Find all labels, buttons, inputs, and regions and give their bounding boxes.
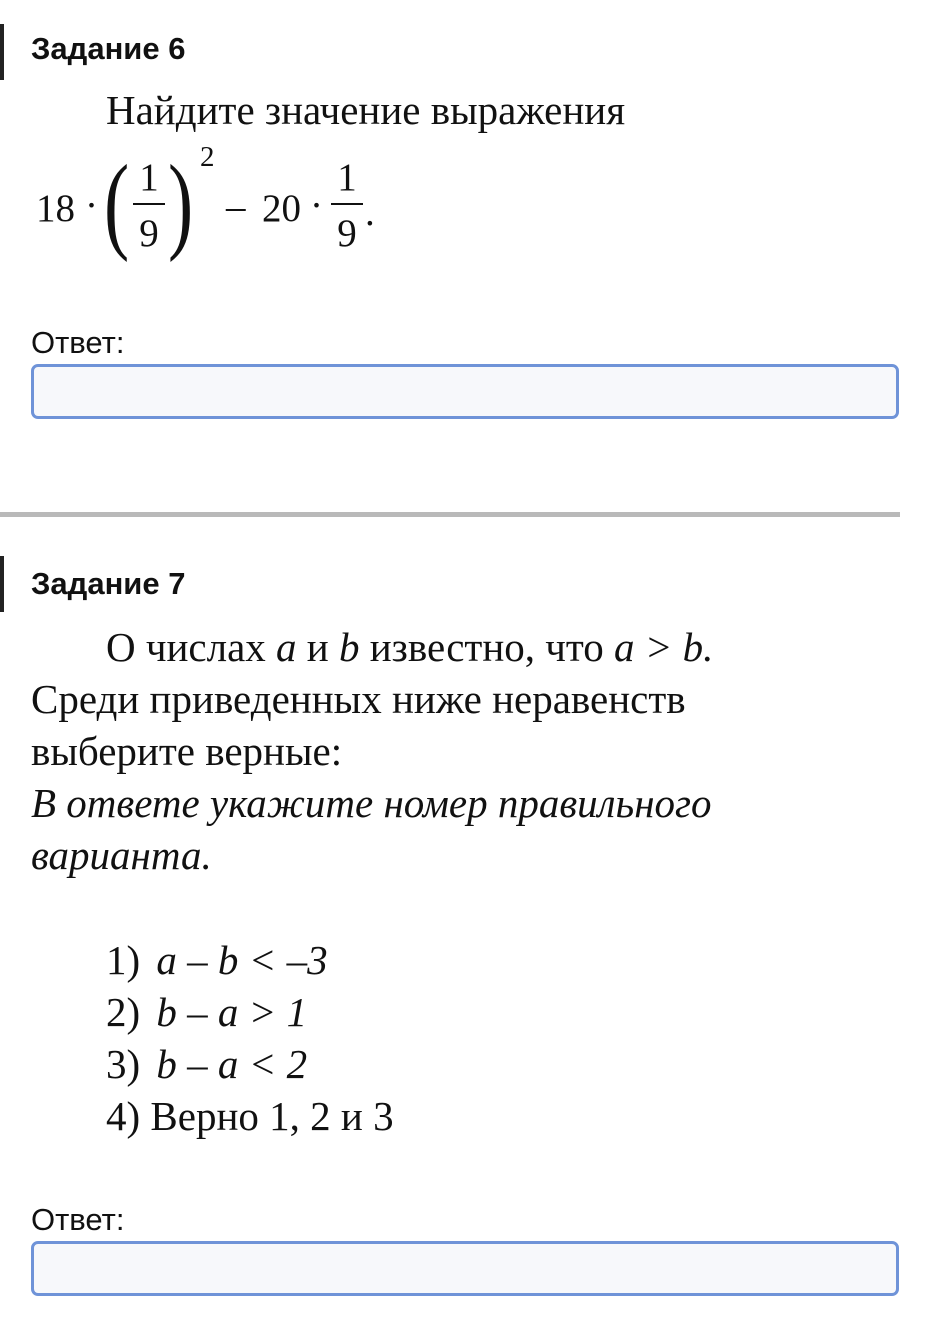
- task6-title: Задание 6: [31, 31, 186, 66]
- option-4: [106, 1093, 394, 1139]
- option-1-expr: a – b < –3: [156, 937, 328, 983]
- expr-coef1: 18: [36, 187, 75, 230]
- task7-line2: Среди приведенных ниже неравенств: [31, 676, 686, 722]
- option-2: [106, 989, 308, 1035]
- option-3-num: 3): [106, 1041, 141, 1087]
- task7-var-b: b: [338, 624, 360, 670]
- task7-instruction-line1: В ответе укажите номер правильного: [31, 780, 712, 826]
- task7-line1-start: О числах: [106, 624, 266, 670]
- expr-num2: 1: [337, 156, 357, 199]
- expr-coef2: 20: [262, 187, 301, 230]
- expr-period: .: [365, 191, 375, 234]
- expr-fraction-bar2: [331, 203, 363, 205]
- expr-power: 2: [200, 141, 215, 173]
- task6-prompt: Найдите значение выражения: [106, 87, 626, 133]
- option-4-expr: Верно 1, 2 и 3: [150, 1093, 394, 1139]
- option-3-expr: b – a < 2: [156, 1041, 308, 1087]
- task7-title: Задание 7: [31, 566, 186, 601]
- task7-answer-input[interactable]: [31, 1241, 899, 1296]
- option-1: [106, 937, 328, 983]
- task7-instruction-line2: варианта.: [31, 832, 212, 878]
- expr-rparen: ): [168, 144, 194, 263]
- task6-answer-input[interactable]: [31, 364, 899, 419]
- option-1-num: 1): [106, 937, 141, 983]
- expr-fraction-bar1: [133, 203, 165, 205]
- task6-answer-label: Ответ:: [31, 325, 125, 360]
- task7-line1-end: известно, что: [369, 624, 604, 670]
- expr-den2: 9: [337, 212, 357, 255]
- option-4-num: 4): [106, 1093, 141, 1139]
- task7-and: и: [306, 624, 329, 670]
- task7-condition: a > b.: [614, 624, 714, 670]
- option-2-expr: b – a > 1: [156, 989, 308, 1035]
- option-2-num: 2): [106, 989, 141, 1035]
- task7-marker: [0, 556, 4, 612]
- task7-var-a: a: [276, 624, 297, 670]
- expr-minus: –: [226, 185, 246, 228]
- expr-num1: 1: [139, 156, 159, 199]
- option-3: [106, 1041, 308, 1087]
- expr-dot2: ·: [310, 184, 323, 227]
- task7-answer-label: Ответ:: [31, 1202, 125, 1237]
- task6-marker: [0, 24, 4, 80]
- expr-dot1: ·: [85, 184, 98, 227]
- expr-lparen: (: [104, 144, 130, 263]
- task7-line1: [106, 624, 714, 670]
- expr-den1: 9: [139, 212, 159, 255]
- task7-line3: выберите верные:: [31, 728, 343, 774]
- section-divider: [0, 512, 900, 517]
